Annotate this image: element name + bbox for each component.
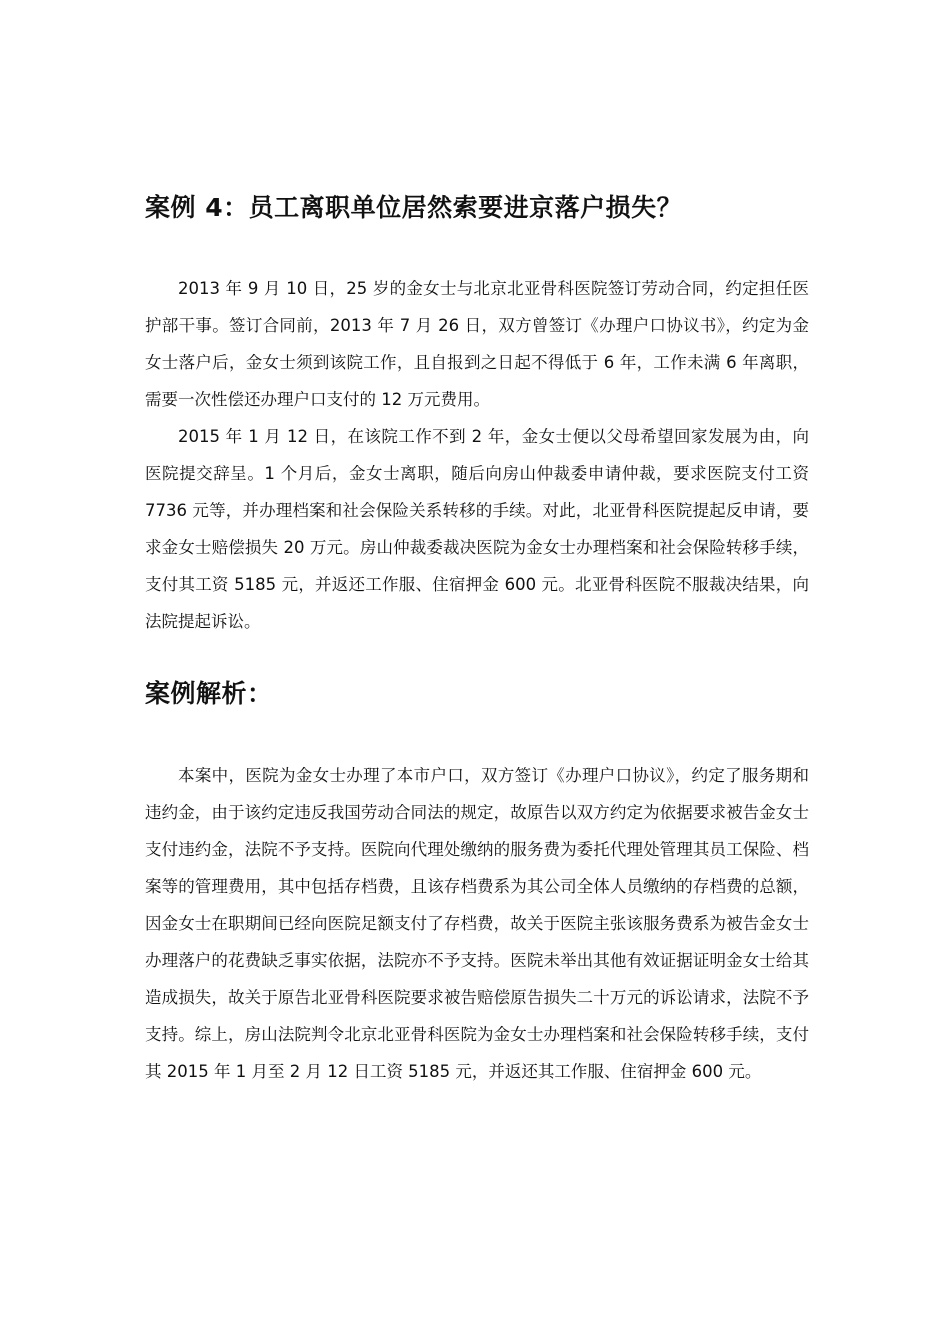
analysis-paragraph: 本案中，医院为金女士办理了本市户口，双方签订《办理户口协议》，约定了服务期和违约金，由于该约定违反我国劳动合同法的规定，故原告以双方约定为依据要求被告金女士支付违约金，法院不予支持。医院向代理处缴纳的服务费为委托代理处管理其员工保险、档案等的管理费用，其中包括存档费，且该存档费系为其公司全体人员缴纳的存档费的总额，因金女士在职期间已经向医院足额支付了存档费，故关于医院主张该服务费系为被告金女士办理落户的花费缺乏事实依据，法院亦不予支持。医院未举出其他有效证据证明金女士给其造成损失，故关于原告北亚骨科医院要求被告赔偿原告损失二十万元的诉讼请求，法院不予支持。综上，房山法院判令北京北亚骨科医院为金女士办理档案和社会保险转移手续，支付其 2015 年 1 月至 2 月 12 日工资 5185 元，并返还其工作服、住宿押金 600 元。 [145,766,809,1081]
analysis-title: 案例解析： [145,679,273,708]
case-title: 案例 4：员工离职单位居然索要进京落户损失？ [145,193,683,222]
case-paragraph: 2015 年 1 月 12 日，在该院工作不到 2 年，金女士便以父母希望回家发展为由，向医院提交辞呈。1 个月后，金女士离职，随后向房山仲裁委申请仲裁，要求医院支付工资 7736 元等，并办理档案和社会保险关系转移的手续。对此，北亚骨科医院提起反申请，要求金女士赔偿损失 20 万元。房山仲裁委裁决医院为金女士办理档案和社会保险转移手续，支付其工资 5185 元，并返还工作服、住宿押金 600 元。北亚骨科医院不服裁决结果，向法院提起诉讼。 [145,427,809,631]
case-paragraph: 2013 年 9 月 10 日，25 岁的金女士与北京北亚骨科医院签订劳动合同，约定担任医护部干事。签订合同前，2013 年 7 月 26 日，双方曾签订《办理户口协议书》，约定为金女士落户后，金女士须到该院工作，且自报到之日起不得低于 6 年，工作未满 6 年离职，需要一次性偿还办理户口支付的 12 万元费用。 [145,279,809,409]
